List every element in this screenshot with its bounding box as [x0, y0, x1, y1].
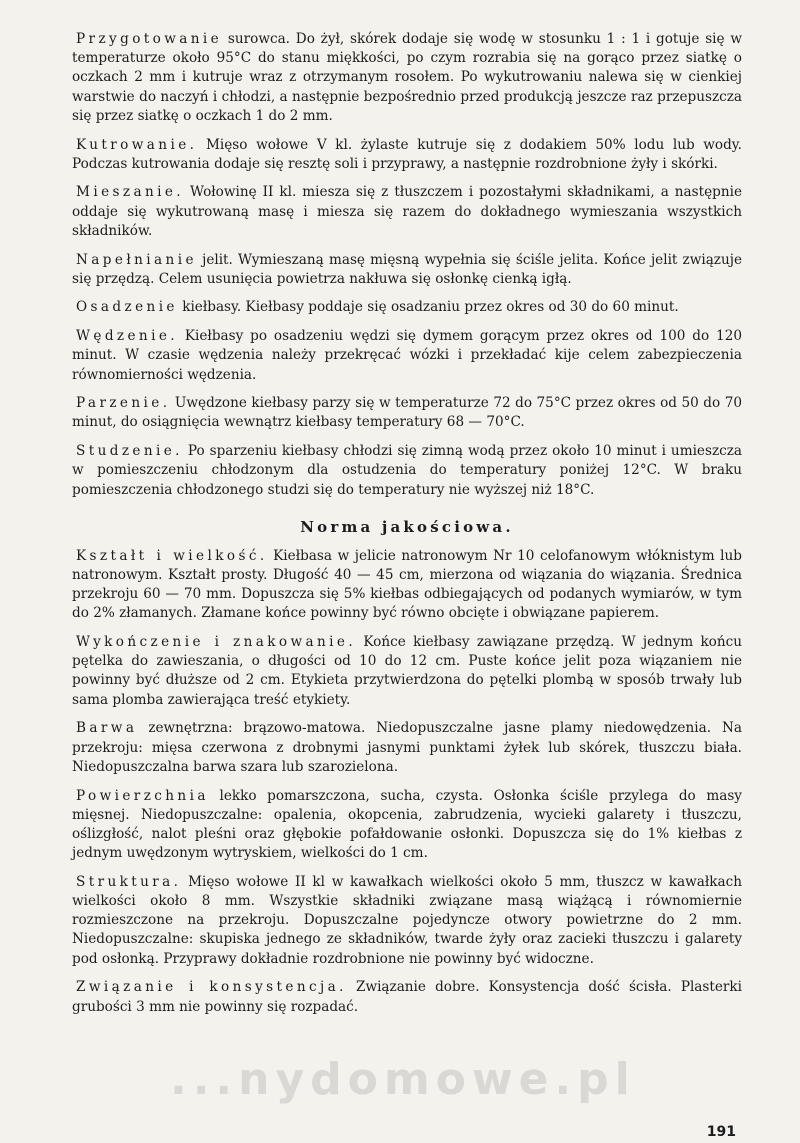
- paragraph-text: Uwędzone kiełbasy parzy się w temperaturze 72 do 75°C przez okres od 50 do 70 minut, do osiągnięcia wewnątrz kiełbasy temperatury 68 — 70°C.: [72, 395, 742, 431]
- page-number: 191: [706, 1124, 736, 1140]
- paragraph-text: surowca. Do żył, skórek dodaje się wodę w stosunku 1 : 1 i gotuje się w temperaturze około 95°C do stanu miękkości, po czym rozrabia się na gorąco przez siatkę o oczkach 2 mm i kutruje wraz z otrzymanym rosołem. Po wykutrowaniu nalewa się w cienkiej warstwie do naczyń i chłodzi, a następnie bezpośrednio przed produkcją jeszcze raz przepuszcza się przez siatkę o oczkach 1 do 2 mm.: [72, 31, 742, 124]
- paragraph-lead: Osadzenie: [76, 299, 178, 316]
- paragraph-text: jelit. Wymieszaną masę mięsną wypełnia się ściśle jelita. Końce jelit związuje się przędzą. Celem usunięcia powietrza nakłuwa się osłonkę cienką igłą.: [72, 251, 742, 287]
- paragraph-lead: Parzenie.: [76, 395, 171, 412]
- paragraph-text: Mięso wołowe V kl. żylaste kutruje się z dodakiem 50% lodu lub wody. Podczas kutrowania dodaje się resztę soli i przyprawy, a następnie rozdrobnione żyły i skórki.: [72, 136, 742, 172]
- paragraph-text: zewnętrzna: brązowo-matowa. Niedopuszczalne jasne plamy niedowędzenia. Na przekroju: mięsa czerwona z drobnymi jasnymi punktami żyłek lub skórek, tłuszczu biała. Niedopuszczalna barwa szara lub szarozielona.: [72, 720, 742, 775]
- paragraph-powierzchnia: [72, 787, 742, 864]
- process-steps: [72, 30, 742, 500]
- paragraph-lead: Struktura.: [76, 873, 182, 890]
- paragraph-napelnianie: [72, 251, 742, 289]
- paragraph-lead: Związanie i konsystencja.: [76, 979, 347, 996]
- paragraph-text: Związanie dobre. Konsystencja dość ścisła. Plasterki grubości 3 mm nie powinny się rozpadać.: [72, 979, 742, 1015]
- paragraph-text: Wołowinę II kl. miesza się z tłuszczem i pozostałymi składnikami, a następnie oddaje się wykutrowaną masę i miesza się razem do dokładnego wymieszania wszystkich składników.: [72, 184, 742, 239]
- paragraph-studzenie: [72, 442, 742, 500]
- paragraph-lead: Studzenie.: [76, 443, 183, 460]
- paragraph-lead: Powierzchnia: [76, 787, 209, 804]
- section-title: Norma jakościowa.: [300, 517, 514, 536]
- paragraph-wykonczenie: [72, 633, 742, 710]
- paragraph-lead: Kutrowanie.: [76, 136, 198, 153]
- paragraph-text: Kiełbasy po osadzeniu wędzi się dymem gorącym przez okres od 100 do 120 minut. W czasie wędzenia należy przekręcać wózki i przekładać kije celem zabezpieczenia równomierności wędzenia.: [72, 328, 742, 383]
- paragraph-mieszanie: [72, 183, 742, 241]
- paragraph-text: lekko pomarszczona, sucha, czysta. Osłonka ściśle przylega do masy mięsnej. Niedopuszczalne: opalenia, okopcenia, zabrudzenia, wycieki galarety i tłuszczu, oślizgłość, nalot pleśni oraz głębokie pofałdowanie osłonki. Dopuszcza się do 1% kiełbas z jednym uwędzonym wytryskiem, wielkości do 1 cm.: [72, 787, 742, 862]
- paragraph-lead: Kształt i wielkość.: [76, 547, 268, 564]
- paragraph-text: Po sparzeniu kiełbasy chłodzi się zimną wodą przez około 10 minut i umieszcza w pomieszczeniu chłodzonym dla ostudzenia do temperatury poniżej 12°C. W braku pomieszczenia chłodzonego studzi się do temperatury nie wyższej niż 18°C.: [72, 443, 742, 498]
- paragraph-lead: Przygotowanie: [76, 31, 223, 47]
- paragraph-wedzenie: [72, 327, 742, 385]
- paragraph-text: kiełbasy. Kiełbasy poddaje się osadzaniu przez okres od 30 do 60 minut.: [177, 299, 679, 316]
- paragraph-text: Mięso wołowe II kl w kawałkach wielkości około 5 mm, tłuszcz w kawałkach wielkości około 8 mm. Wszystkie składniki związane masą wiążącą i równomiernie rozmieszczone na przekroju. Dopuszczalne pojedyncze otwory powietrzne do 2 mm. Niedopuszczalne: skupiska jednego ze składników, twarde żyły oraz zacieki tłuszczu i galarety pod osłonką. Przyprawy dokładnie rozdrobnione nie powinny być widoczne.: [72, 873, 742, 967]
- paragraph-zwiazanie: [72, 978, 742, 1016]
- paragraph-kutrowanie: [72, 136, 742, 174]
- paragraph-parzenie: [72, 394, 742, 432]
- paragraph-osadzenie: [72, 298, 742, 317]
- paragraph-lead: Wędzenie.: [76, 328, 178, 345]
- paragraph-ksztalt: [72, 547, 742, 624]
- paragraph-text: Kiełbasa w jelicie natronowym Nr 10 celofanowym włóknistym lub natronowym. Kształt prosty. Długość 40 — 45 cm, mierzona od wiązania do wiązania. Średnica przekroju 60 — 70 mm. Dopuszcza się 5% kiełbas odbiegających od podanych wymiarów, w tym do 2% złamanych. Złamane końce powinny być równo obcięte i obwiązane papierem.: [72, 547, 742, 622]
- paragraph-przygotowanie: [72, 30, 742, 126]
- paragraph-struktura: [72, 873, 742, 969]
- paragraph-barwa: [72, 719, 742, 777]
- quality-norms: [72, 547, 742, 1017]
- paragraph-lead: Barwa: [76, 720, 138, 737]
- paragraph-text: Końce kiełbasy zawiązane przędzą. W jednym końcu pętelka do zawieszania, o długości od 10 do 12 cm. Puste końce jelit poza wiązaniem nie powinny być dłuższe od 2 cm. Etykieta przytwierdzona do pętelki plombą w sposób trwały lub sama plomba zawierająca treść etykiety.: [72, 634, 742, 708]
- watermark: ...nydomowe.pl: [170, 1054, 636, 1105]
- paragraph-lead: Wykończenie i znakowanie.: [76, 634, 357, 651]
- paragraph-lead: Mieszanie.: [76, 184, 185, 201]
- paragraph-lead: Napełnianie: [76, 251, 197, 268]
